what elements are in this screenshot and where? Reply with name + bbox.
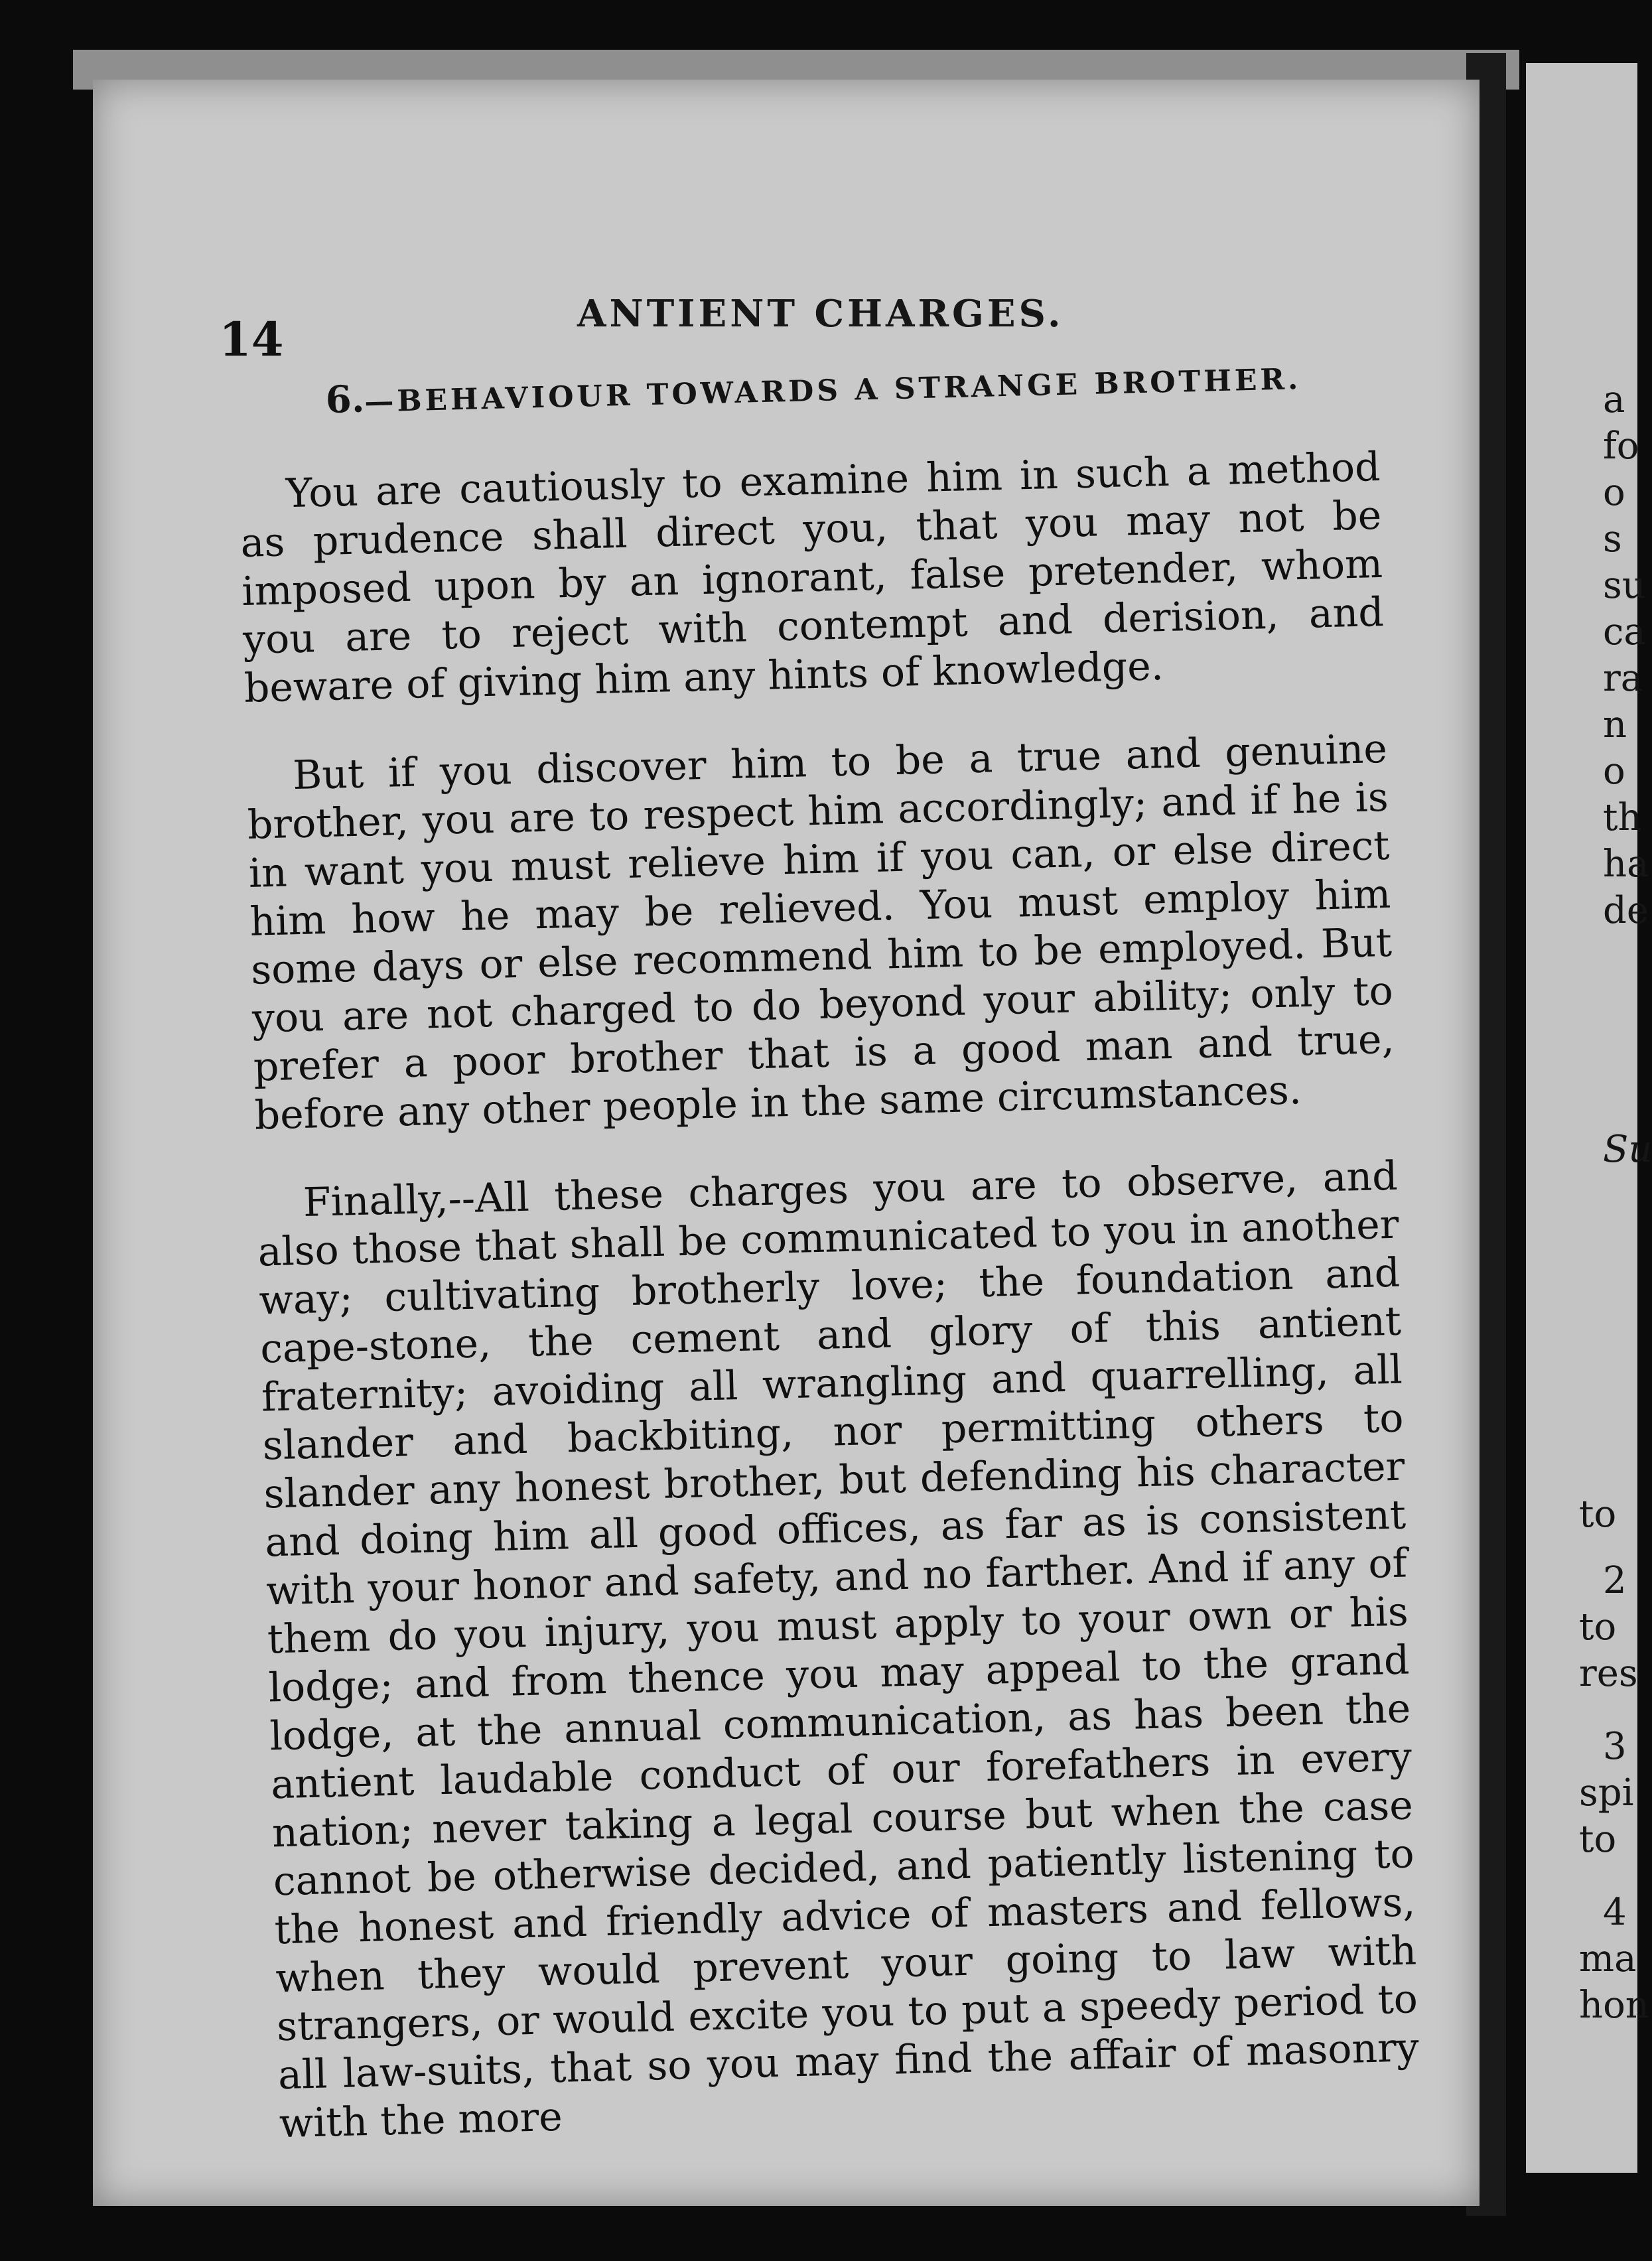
- adjacent-page: [1526, 63, 1652, 2173]
- page-header: [219, 292, 1347, 367]
- adjacent-fragment: ca: [1603, 610, 1646, 653]
- adjacent-fragment: 4: [1603, 1891, 1627, 1934]
- paragraph-genuine-brother: But if you discover him to be a true and genuine brother, you are to respect him accordingly; and if he is in want you must relieve him if you can, or else direct him how he may be relieved. You must employ him some days or else recommend him to be employed. But you are not charged to do beyond your ability; only to prefer a poor brother that is a good man and true, before any other people in the same circumstances.: [247, 725, 1395, 1139]
- section-title: —BEHAVIOUR TOWARDS A STRANGE BROTHER.: [364, 362, 1302, 419]
- adjacent-fragment: 3: [1603, 1725, 1627, 1768]
- adjacent-fragment: fo: [1603, 425, 1639, 468]
- adjacent-fragment: s: [1603, 517, 1622, 561]
- adjacent-fragment: ma: [1579, 1937, 1637, 1980]
- page-number: 14: [219, 312, 284, 367]
- running-head: ANTIENT CHARGES.: [577, 292, 1064, 336]
- adjacent-fragment: o: [1603, 471, 1625, 514]
- adjacent-fragment: spi: [1579, 1771, 1634, 1815]
- section-number: 6.: [325, 377, 366, 422]
- adjacent-fragment: hon: [1579, 1984, 1649, 2027]
- adjacent-fragment: res: [1579, 1652, 1638, 1695]
- paragraph-finally: Finally,--All these charges you are to observe, and also those that shall be communicated to you in another way; cultivating brotherly love; the foundation and cape-stone, the cement and glory of this antient fraternity; avoiding all wrangling and quarrelling, all slander and backbiting, nor permitting others to slander any honest brother, but defending his character and doing him all good offices, as far as is consistent with your honor and safety, and no farther. And if any of them do you injury, you must apply to your own or his lodge; and from thence you may appeal to the grand lodge, at the annual communication, as has been the antient laudable conduct of our forefathers in every nation; never taking a legal course but when the case cannot be otherwise decided, and patiently listening to the honest and friendly advice of masters and fellows, when they would prevent your going to law with strangers, or would excite you to put a speedy period to all law-suits, that so you may find the affair of masonry with the more: [257, 1152, 1420, 2148]
- adjacent-fragment: to: [1579, 1606, 1617, 1649]
- adjacent-fragment: th: [1603, 796, 1642, 839]
- adjacent-fragment: o: [1603, 750, 1625, 793]
- adjacent-fragment: ra: [1603, 657, 1643, 700]
- adjacent-fragment: de: [1603, 889, 1649, 932]
- adjacent-fragment: su: [1603, 564, 1646, 607]
- adjacent-fragment: a: [1603, 378, 1625, 421]
- adjacent-fragment: to: [1579, 1818, 1617, 1861]
- adjacent-fragment: 2: [1603, 1559, 1627, 1602]
- adjacent-fragment: ha: [1603, 843, 1649, 886]
- adjacent-fragment: n: [1603, 703, 1627, 746]
- paragraph-examine: You are cautiously to examine him in such a method as prudence shall direct you, that you may not be imposed upon by an ignorant, false pretender, whom you are to reject with contempt and derision, and beware of giving him any hints of knowledge.: [240, 443, 1385, 712]
- adjacent-fragment: to: [1579, 1493, 1617, 1536]
- body-text: [239, 443, 1420, 2148]
- adjacent-fragment: Su: [1603, 1128, 1652, 1171]
